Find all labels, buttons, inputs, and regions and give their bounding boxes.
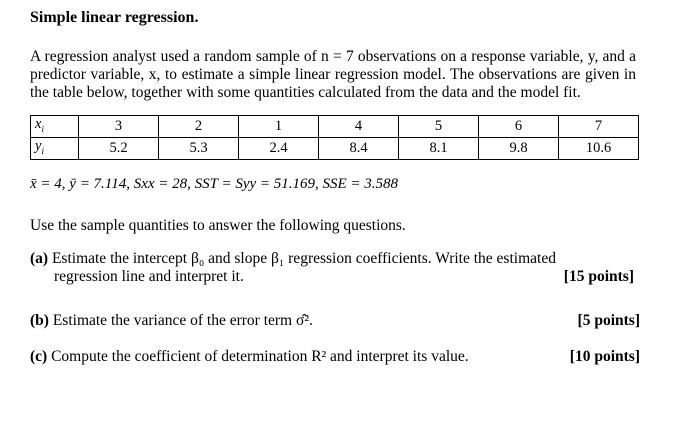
- table-cell: 8.1: [399, 137, 479, 159]
- table-row-header-y: $y_i$: [31, 137, 79, 159]
- table-cell: 8.4: [319, 137, 399, 159]
- question-a: [30, 250, 640, 286]
- table-cell: 1: [239, 116, 319, 138]
- table-cell: 5.2: [79, 137, 159, 159]
- question-label: (c): [30, 347, 48, 365]
- points-badge: [15 points]: [563, 267, 634, 285]
- table-cell: 2.4: [239, 137, 319, 159]
- table-cell: 7: [559, 116, 639, 138]
- table-cell: 3: [79, 116, 159, 138]
- intro-paragraph: A regression analyst used a random sample of n = 7 observations on a response variable, y, and a predictor variable, x, to estimate a simple linear regression model. The observations are given in the table below, together with some quantities calculated from the data and the model fit.: [30, 48, 636, 101]
- question-text: Compute the coefficient of determination R² and interpret its value.: [51, 347, 469, 365]
- points-badge: [10 points]: [569, 347, 640, 365]
- page-title: Simple linear regression.: [30, 9, 199, 26]
- question-c: [30, 348, 640, 366]
- question-b: [30, 312, 640, 330]
- table-cell: 4: [319, 116, 399, 138]
- table-cell: 9.8: [479, 137, 559, 159]
- observations-table: [30, 115, 639, 160]
- table-cell: 5: [399, 116, 479, 138]
- table-cell: 2: [159, 116, 239, 138]
- table-row-header-x: $x_i$: [31, 116, 79, 138]
- question-label: (a): [30, 249, 49, 267]
- table-cell: 10.6: [559, 137, 639, 159]
- question-text: Estimate the intercept β₀ and slope β₁ regression coefficients. Write the estimated: [51, 249, 556, 267]
- table-row-x: [31, 116, 639, 138]
- document-page: [30, 8, 640, 366]
- question-text: Estimate the variance of the error term σ̂².: [52, 311, 313, 329]
- question-text-continued: regression line and interpret it.: [54, 267, 244, 285]
- summary-statistics: x̄ = 4, ȳ = 7.114, Sxx = 28, SST = Syy = 51.169, SSE = 3.588: [30, 175, 399, 192]
- table-cell: 6: [479, 116, 559, 138]
- instruction-text: Use the sample quantities to answer the following questions.: [30, 216, 406, 234]
- table-row-y: [31, 137, 639, 159]
- points-badge: [5 points]: [577, 311, 640, 329]
- question-label: (b): [30, 311, 49, 329]
- table-cell: 5.3: [159, 137, 239, 159]
